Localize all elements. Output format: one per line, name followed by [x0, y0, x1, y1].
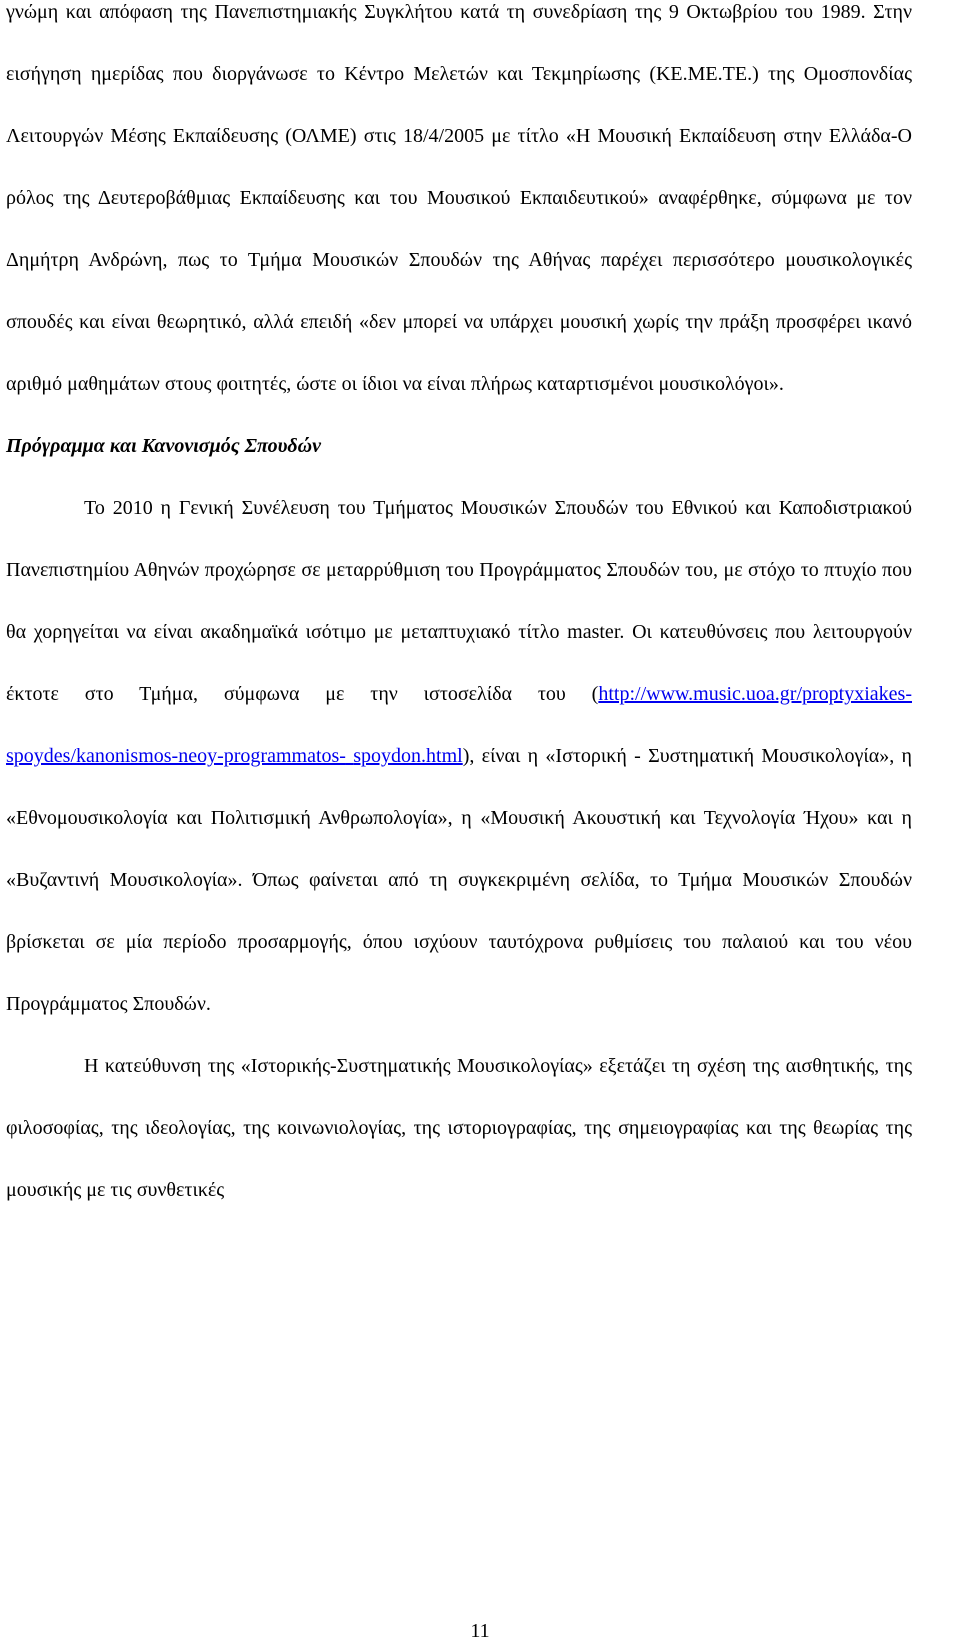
link-text-part-2[interactable]: spoydon.html: [353, 745, 463, 767]
paragraph-2: [6, 477, 912, 1035]
paragraph-1: γνώμη και απόφαση της Πανεπιστημιακής Συγκλήτου κατά τη συνεδρίαση της 9 Οκτωβρίου του 1989. Στην εισήγηση ημερίδας που διοργάνωσε το Κέντρο Μελετών και Τεκμηρίωσης (ΚΕ.ΜΕ.ΤΕ.) της Ομοσπονδίας Λειτουργών Μέσης Εκπαίδευσης (ΟΛΜΕ) στις 18/4/2005 με τίτλο «Η Μουσική Εκπαίδευση στην Ελλάδα-Ο ρόλος της Δευτεροβάθμιας Εκπαίδευσης και του Μουσικού Εκπαιδευτικού» αναφέρθηκε, σύμφωνα με τον Δημήτρη Ανδρώνη, πως το Τμήμα Μουσικών Σπουδών της Αθήνας παρέχει περισσότερο μουσικολογικές σπουδές και είναι θεωρητικό, αλλά επειδή «δεν μπορεί να υπάρχει μουσική χωρίς την πράξη προσφέρει ικανό αριθμό μαθημάτων στους φοιτητές, ώστε οι ίδιοι να είναι πλήρως καταρτισμένοι μουσικολόγοι».: [6, 1, 912, 395]
link-text-part-1[interactable]: http://www.music.uoa.gr/proptyxiakes-spoydes/kanonismos-neoy-programmatos-: [6, 683, 912, 767]
paragraph-2-text-after-link: ), είναι η «Ιστορική - Συστηματική Μουσικολογία», η «Εθνομουσικολογία και Πολιτισμική Ανθρωπολογία», η «Μουσική Ακουστική και Τεχνολογία Ήχου» και η «Βυζαντινή Μουσικολογία». Όπως φαίνεται από τη συγκεκριμένη σελίδα, το Τμήμα Μουσικών Σπουδών βρίσκεται σε μία περίοδο προσαρμογής, όπου ισχύουν ταυτόχρονα ρυθμίσεις του παλαιού και του νέου Προγράμματος Σπουδών.: [6, 745, 913, 1015]
section-heading: Πρόγραμμα και Κανονισμός Σπουδών: [6, 435, 322, 457]
paragraph-2-text-before-link: Το 2010 η Γενική Συνέλευση του Τμήματος Μουσικών Σπουδών του Εθνικού και Καποδιστριακού Πανεπιστημίου Αθηνών προχώρησε σε μεταρρύθμιση του Προγράμματος Σπουδών του, με στόχο το πτυχίο που θα χορηγείται να είναι ακαδημαϊκά ισότιμο με μεταπτυχιακό τίτλο master. Οι κατευθύνσεις που λειτουργούν έκτοτε στο Τμήμα, σύμφωνα με την ιστοσελίδα του (: [6, 497, 912, 705]
page-number: 11: [470, 1620, 490, 1642]
paragraph-3: Η κατεύθυνση της «Ιστορικής-Συστηματικής Μουσικολογίας» εξετάζει τη σχέση της αισθητικής, της φιλοσοφίας, της ιδεολογίας, της κοινωνιολογίας, της ιστοριογραφίας, της σημειογραφίας και της θεωρίας της μουσικής με τις συνθετικές: [6, 1055, 912, 1201]
